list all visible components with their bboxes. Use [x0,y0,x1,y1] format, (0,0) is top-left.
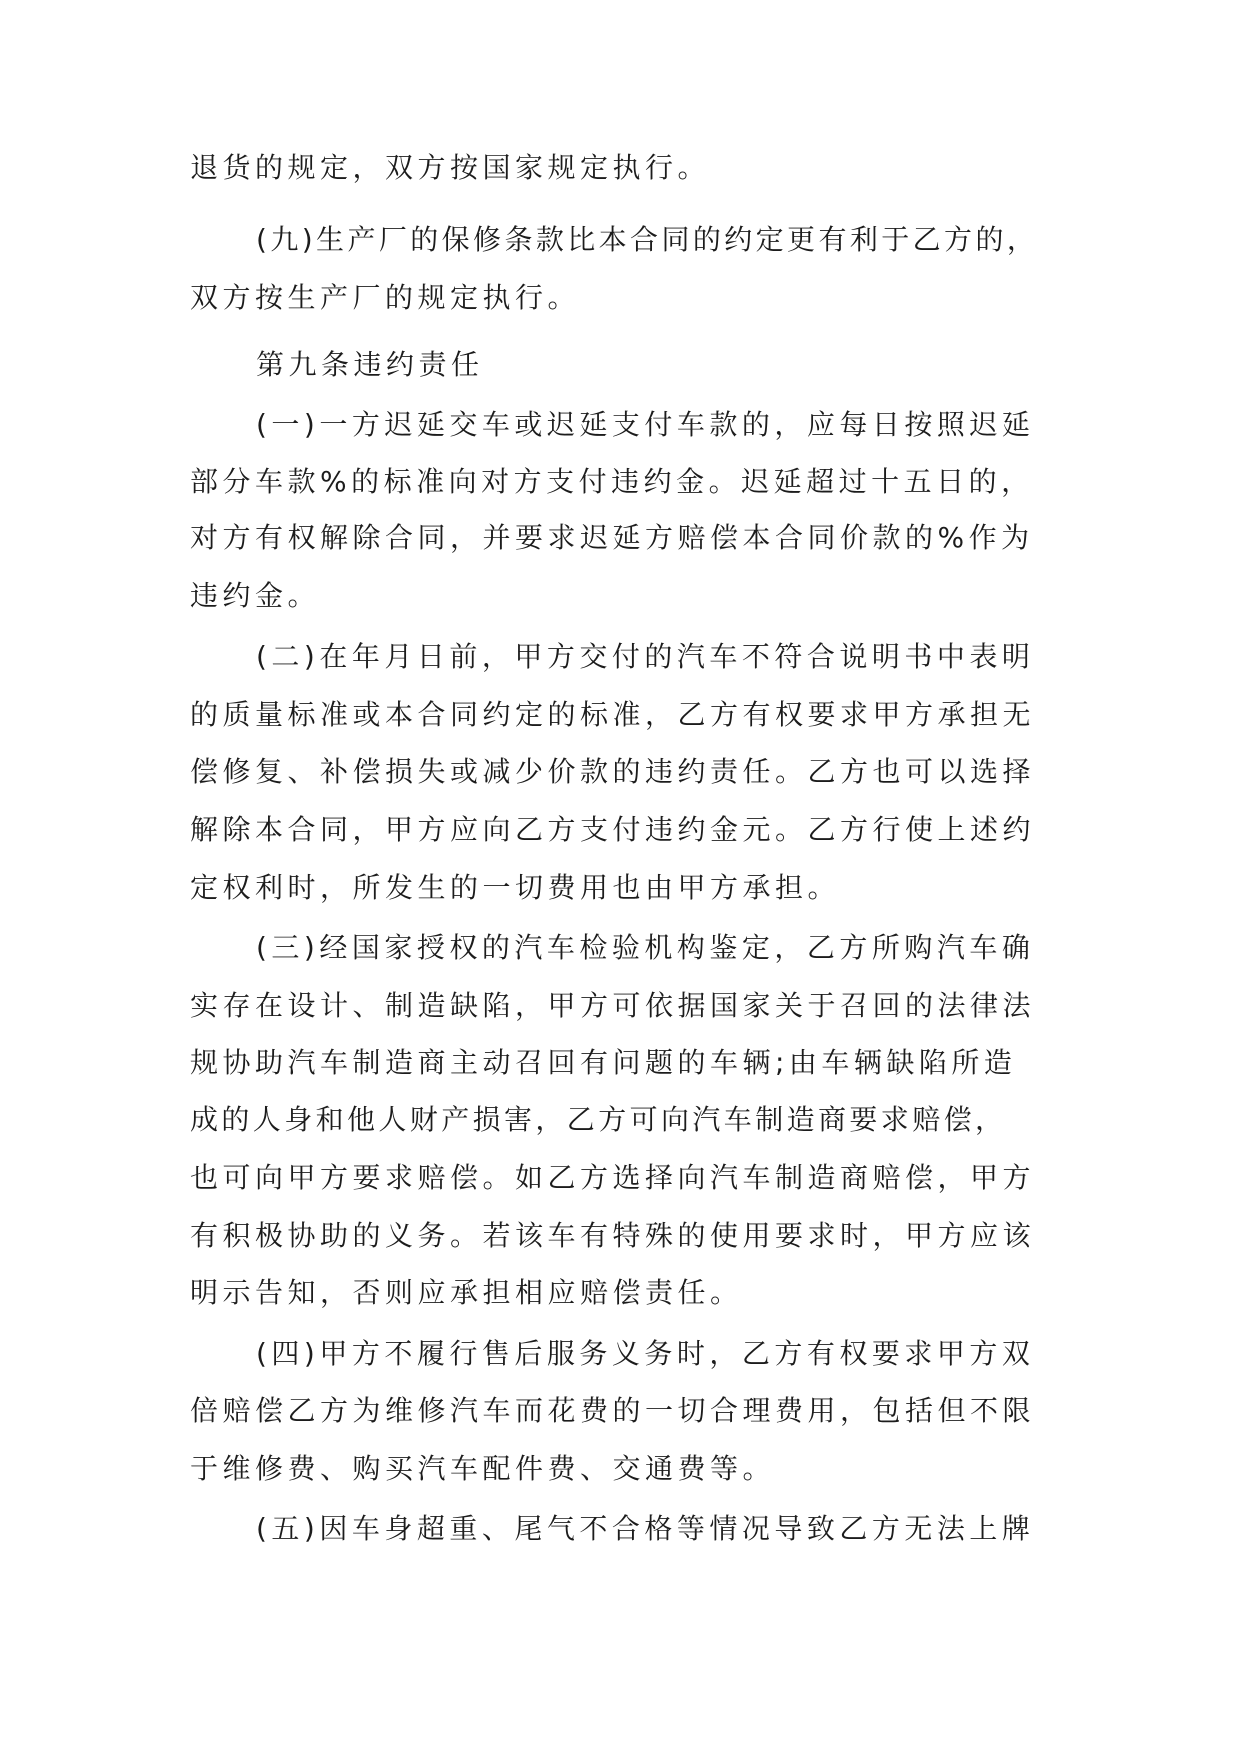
text-line: 成的人身和他人财产损害，乙方可向汽车制造商要求赔偿， [190,1103,1007,1136]
article-heading: 第九条违约责任 [256,348,484,381]
text-line: 规协助汽车制造商主动召回有问题的车辆;由车辆缺陷所造 [190,1046,1017,1079]
clause-9-2: (二)在年月日前，甲方交付的汽车不符合说明书中表明 [256,640,1035,673]
clause-9-9: (九)生产厂的保修条款比本合同的约定更有利于乙方的， [256,223,1039,256]
text-line: 部分车款%的标准向对方支付违约金。迟延超过十五日的， [190,465,1034,498]
text-line: 的质量标准或本合同约定的标准，乙方有权要求甲方承担无 [190,698,1036,731]
clause-9-4: (四)甲方不履行售后服务义务时，乙方有权要求甲方双 [256,1337,1035,1370]
text-line: 退货的规定，双方按国家规定执行。 [190,151,711,184]
text-line: 解除本合同，甲方应向乙方支付违约金元。乙方行使上述约 [190,813,1036,846]
text-line: 对方有权解除合同，并要求迟延方赔偿本合同价款的%作为 [190,521,1034,554]
text-line: 定权利时，所发生的一切费用也由甲方承担。 [190,871,841,904]
clause-9-5: (五)因车身超重、尾气不合格等情况导致乙方无法上牌 [256,1512,1035,1545]
clause-9-1: (一)一方迟延交车或迟延支付车款的，应每日按照迟延 [256,408,1035,441]
text-line: 于维修费、购买汽车配件费、交通费等。 [190,1452,776,1485]
text-line: 偿修复、补偿损失或减少价款的违约责任。乙方也可以选择 [190,755,1036,788]
text-line: 倍赔偿乙方为维修汽车而花费的一切合理费用，包括但不限 [190,1394,1036,1427]
text-line: 也可向甲方要求赔偿。如乙方选择向汽车制造商赔偿，甲方 [190,1161,1036,1194]
text-line: 明示告知，否则应承担相应赔偿责任。 [190,1276,743,1309]
text-line: 实存在设计、制造缺陷，甲方可依据国家关于召回的法律法 [190,989,1036,1022]
text-line: 双方按生产厂的规定执行。 [190,281,581,314]
clause-9-3: (三)经国家授权的汽车检验机构鉴定，乙方所购汽车确 [256,931,1035,964]
text-line: 违约金。 [190,579,321,612]
text-line: 有积极协助的义务。若该车有特殊的使用要求时，甲方应该 [190,1219,1036,1252]
